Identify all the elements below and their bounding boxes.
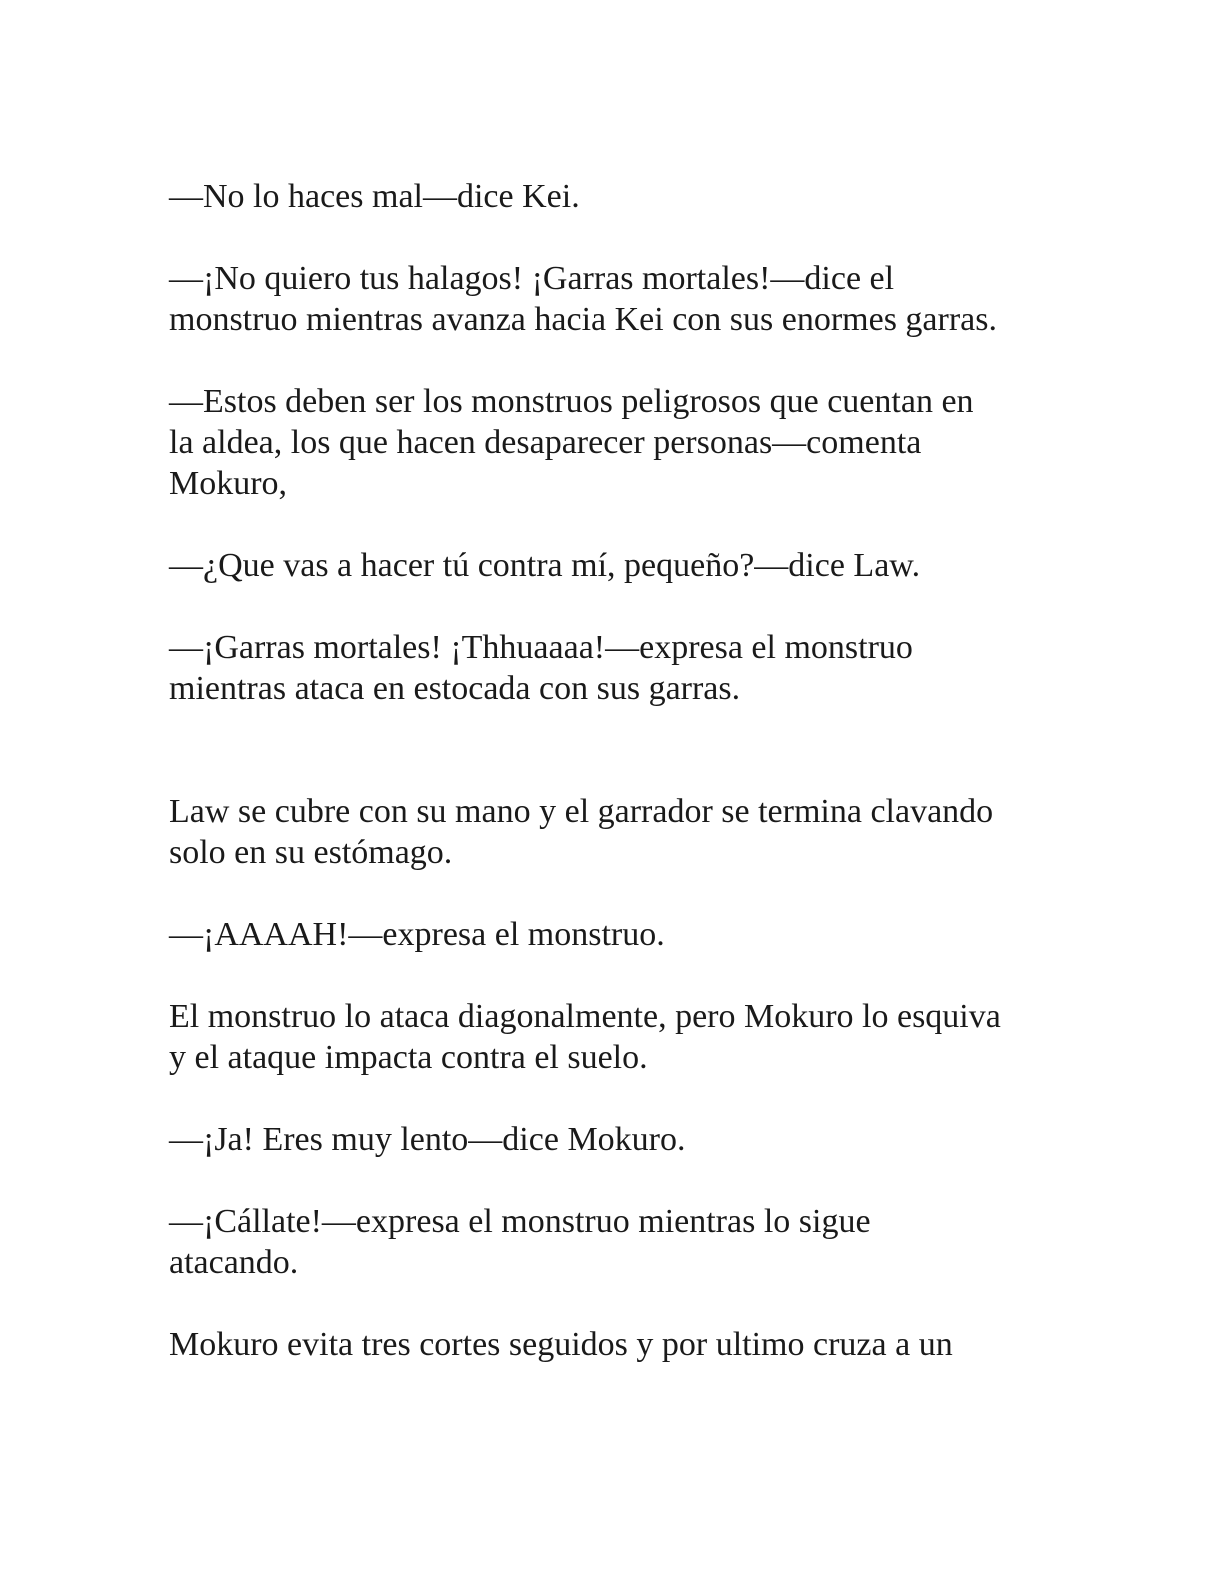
paragraph: —Estos deben ser los monstruos peligrosos que cuentan en la aldea, los que hacen desaparecer personas—comenta Mokuro,	[169, 383, 974, 502]
paragraph: —¡AAAAH!—expresa el monstruo.	[169, 916, 665, 953]
paragraph: —¡No quiero tus halagos! ¡Garras mortales!—dice el monstruo mientras avanza hacia Kei con sus enormes garras.	[169, 260, 997, 338]
paragraph: El monstruo lo ataca diagonalmente, pero Mokuro lo esquiva y el ataque impacta contra el suelo.	[169, 998, 1001, 1076]
paragraph: —¡Ja! Eres muy lento—dice Mokuro.	[169, 1121, 686, 1158]
paragraph: Law se cubre con su mano y el garrador se termina clavando solo en su estómago.	[169, 793, 994, 871]
paragraph: —¿Que vas a hacer tú contra mí, pequeño?—dice Law.	[169, 547, 921, 584]
paragraph: —¡Cállate!—expresa el monstruo mientras lo sigue atacando.	[169, 1203, 871, 1281]
paragraph: Mokuro evita tres cortes seguidos y por ultimo cruza a un	[169, 1326, 953, 1363]
paragraph: —¡Garras mortales! ¡Thhuaaaa!—expresa el monstruo mientras ataca en estocada con sus garras.	[169, 629, 913, 707]
body-text	[169, 176, 1069, 1365]
paragraph: —No lo haces mal—dice Kei.	[169, 178, 580, 215]
